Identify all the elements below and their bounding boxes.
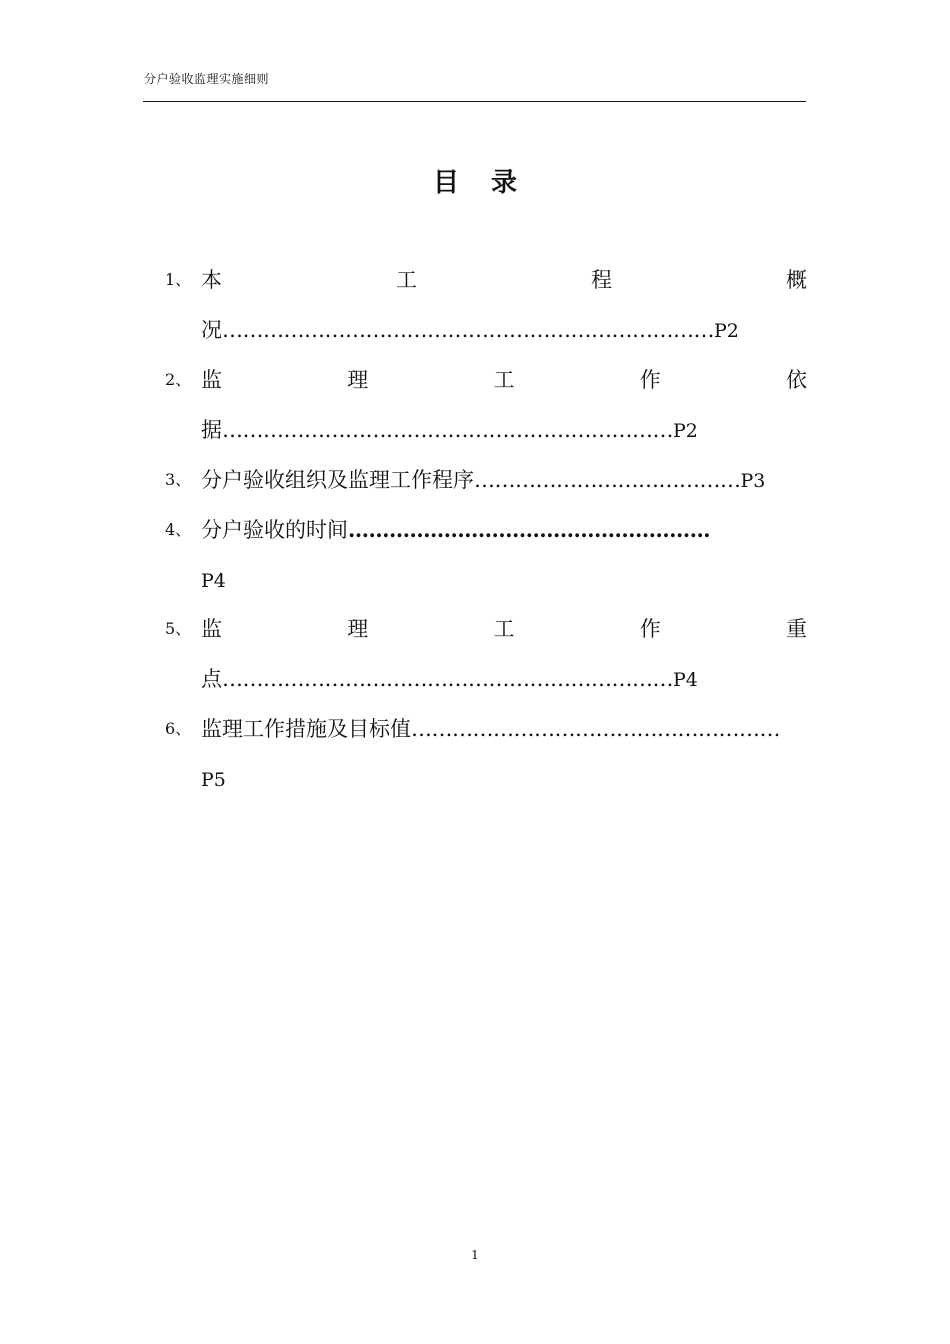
toc-char: 本 — [201, 268, 222, 292]
toc-leader-dots: ……………………………………………………………… — [222, 318, 714, 342]
toc-number: 2、 — [165, 370, 192, 389]
toc-text: 监理工作措施及目标值 — [201, 717, 411, 741]
toc-char: 依 — [786, 368, 807, 392]
toc-leader-dots: ………………………………………………………… — [222, 667, 673, 691]
toc-char: 重 — [786, 617, 807, 641]
toc-number: 6、 — [165, 719, 192, 738]
toc-entry-2-line-1[interactable] — [201, 365, 807, 395]
toc-number: 3、 — [165, 470, 192, 489]
toc-leader-dots: ……………………………………………… — [411, 717, 780, 741]
toc-char: 理 — [347, 368, 369, 392]
toc-text: 分户验收组织及监理工作程序 — [201, 468, 474, 492]
toc-page-ref: P2 — [673, 420, 698, 442]
toc-entry-1-line-2[interactable] — [201, 315, 807, 345]
header-title: 分户验收监理实施细则 — [144, 72, 270, 86]
toc-text: 况 — [201, 318, 222, 342]
page-number: 1 — [471, 1248, 479, 1262]
toc-char: 作 — [639, 617, 661, 641]
toc-text: 据 — [201, 418, 222, 442]
toc-page-ref: P4 — [201, 570, 226, 592]
toc-entry-6-line-1[interactable] — [201, 714, 807, 744]
toc-number: 4、 — [165, 520, 192, 539]
toc-number: 1、 — [165, 270, 192, 289]
toc-entry-5-line-1[interactable] — [201, 614, 807, 644]
toc-leader-dots: ………………………………… — [474, 468, 741, 492]
toc-text: 点 — [201, 667, 222, 691]
toc-char: 工 — [493, 617, 515, 641]
toc-page-ref: P4 — [673, 669, 698, 691]
toc-entry-4-line-2[interactable] — [201, 565, 807, 595]
toc-entry-5-line-2[interactable] — [201, 664, 807, 694]
toc-char: 工 — [396, 268, 417, 292]
toc-leader-dots: …………………………………………… — [348, 517, 697, 542]
toc-char: 概 — [786, 268, 807, 292]
header-divider — [143, 101, 806, 102]
toc-char: 作 — [639, 368, 661, 392]
toc-entry-4-line-1[interactable] — [201, 515, 821, 545]
toc-page-ref: P2 — [714, 320, 739, 342]
toc-entry-6-line-2[interactable] — [201, 764, 807, 794]
toc-entry-2-line-2[interactable] — [201, 415, 807, 445]
toc-char: 工 — [493, 368, 515, 392]
toc-text: 分户验收的时间 — [201, 518, 348, 542]
toc-number: 5、 — [165, 619, 192, 638]
toc-entry-1-line-1[interactable] — [201, 265, 807, 295]
page-title: 目录 — [432, 168, 549, 198]
toc-char: 监 — [201, 617, 222, 641]
toc-char: 监 — [201, 368, 222, 392]
toc-entry-3[interactable] — [201, 465, 807, 495]
toc-leader-dots: ………………………………………………………… — [222, 418, 673, 442]
toc-leader-trail: .. — [696, 517, 711, 542]
toc-char: 理 — [347, 617, 369, 641]
toc-page-ref: P3 — [740, 470, 766, 492]
toc-page-ref: P5 — [201, 769, 226, 791]
toc-char: 程 — [591, 268, 612, 292]
